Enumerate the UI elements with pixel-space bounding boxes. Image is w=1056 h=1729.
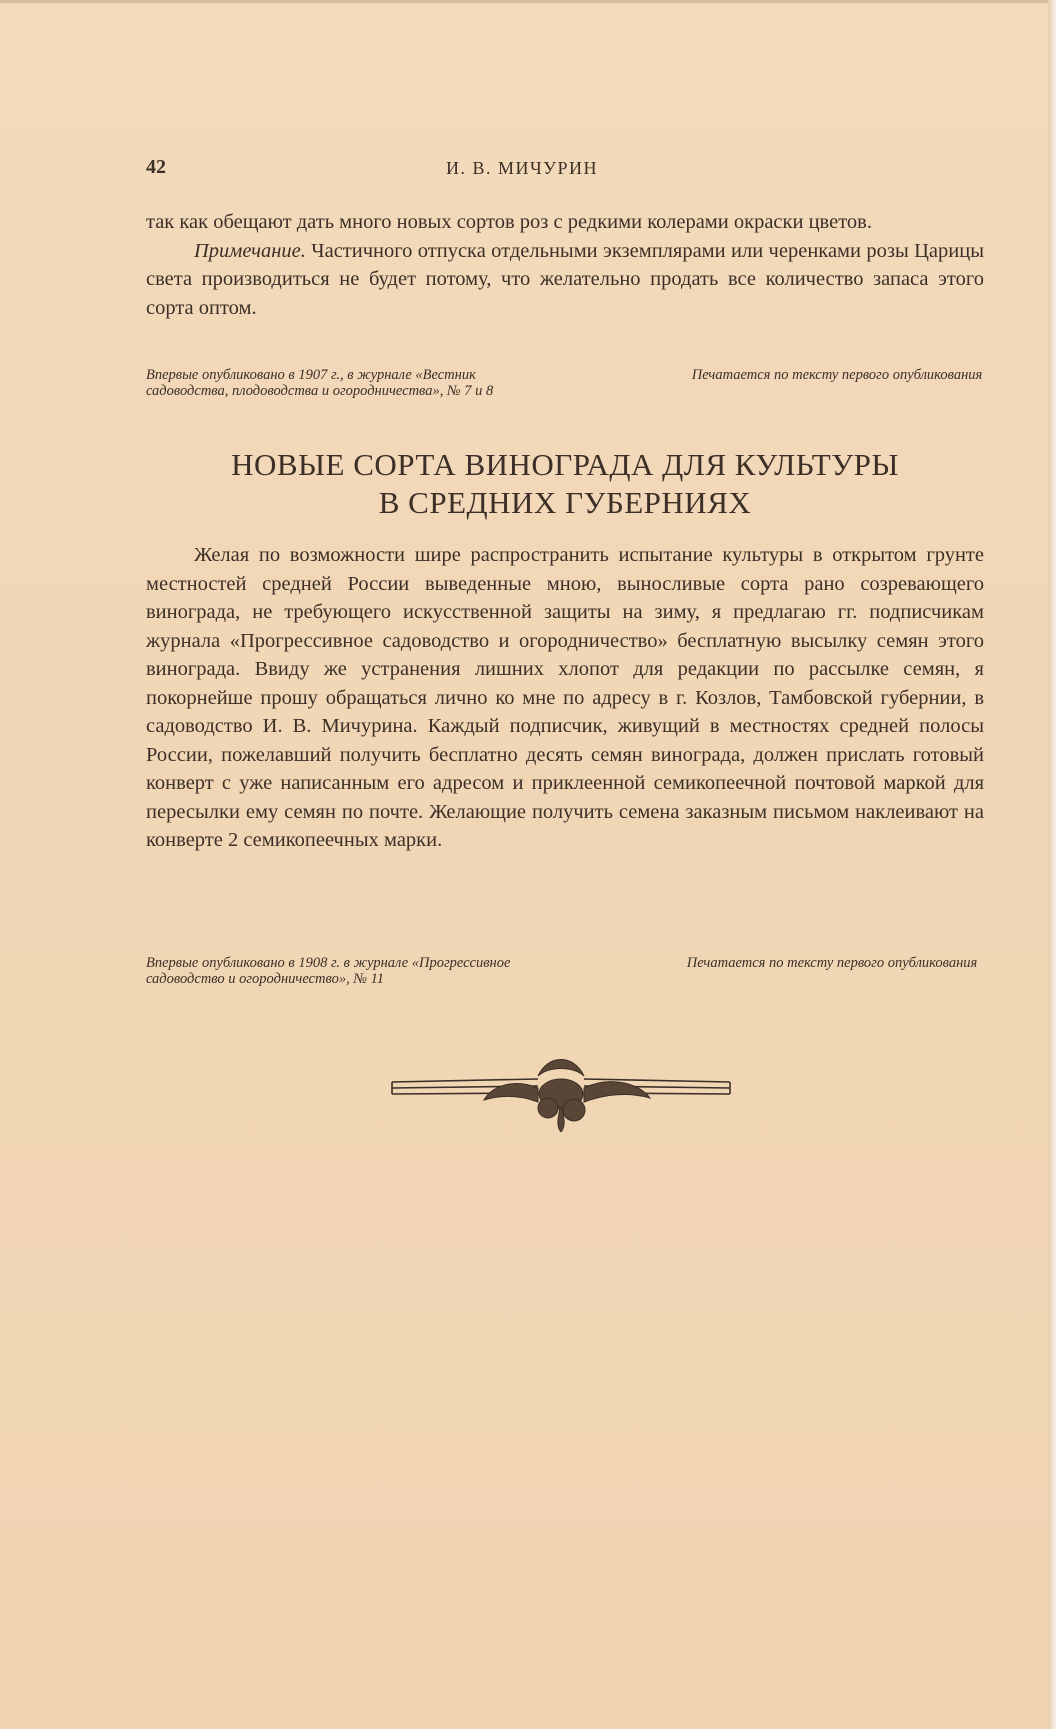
- source-note-printed-from-1908: Печатается по тексту первого опубликования: [686, 955, 978, 971]
- source-note-first-published-1907: Впервые опубликовано в 1907 г., в журнале «Вестник садоводства, плодоводства и огородничества», № 7 и 8: [146, 367, 494, 399]
- article-title: [146, 446, 984, 522]
- source-note-first-published-1908: Впервые опубликовано в 1908 г. в журнале «Прогрессивное садоводство и огородничество», № 11: [146, 955, 511, 987]
- scan-top-edge: [0, 0, 1050, 3]
- article-title-line2: В СРЕДНИХ ГУБЕРНИЯХ: [378, 485, 752, 520]
- running-title: И. В. МИЧУРИН: [446, 158, 598, 178]
- note-label: Примечание.: [194, 239, 306, 262]
- fruit-vignette-icon: [388, 1046, 734, 1132]
- article-body: Желая по возможности шире распространить испытание культуры в открытом грунте местностей средней России выведенные мною, выносливые сорта рано созревающего винограда, не требующего искусственной защиты на зиму, я предлагаю гг. подписчикам журнала «Прогрессивное садоводство и огородничество» бесплатную высылку семян этого винограда. Ввиду же устранения лишних хлопот для редакции по рассылке семян, я покорнейше прошу обращаться лично ко мне по адресу в г. Козлов, Тамбовской губернии, в садоводство И. В. Мичурина. Каждый подписчик, живущий в местностях средней полосы России, пожелавший получить бесплатно десять семян винограда, должен прислать готовый конверт с уже написанным его адресом и приклеенной семикопеечной почтовой маркой для пересылки ему семян по почте. Желающие получить семена заказным письмом наклеивают на конверте 2 семикопеечных марки.: [146, 544, 984, 851]
- section1-note: [146, 237, 984, 323]
- section1-text: [146, 208, 984, 322]
- source-note-printed-from-1907: Печатается по тексту первого опубликования: [691, 367, 983, 383]
- article-title-line1: НОВЫЕ СОРТА ВИНОГРАДА ДЛЯ КУЛЬТУРЫ: [231, 447, 899, 482]
- page-number: 42: [146, 156, 166, 178]
- scan-right-edge: [1048, 0, 1056, 1729]
- note-text: Частичного отпуска отдельными экземплярами или черенками розы Царицы света производиться не будет потому, что желательно продать все количество запаса этого сорта оптом.: [146, 239, 984, 319]
- section1-continuation: так как обещают дать много новых сортов роз с редкими колерами окраски цветов.: [146, 211, 872, 233]
